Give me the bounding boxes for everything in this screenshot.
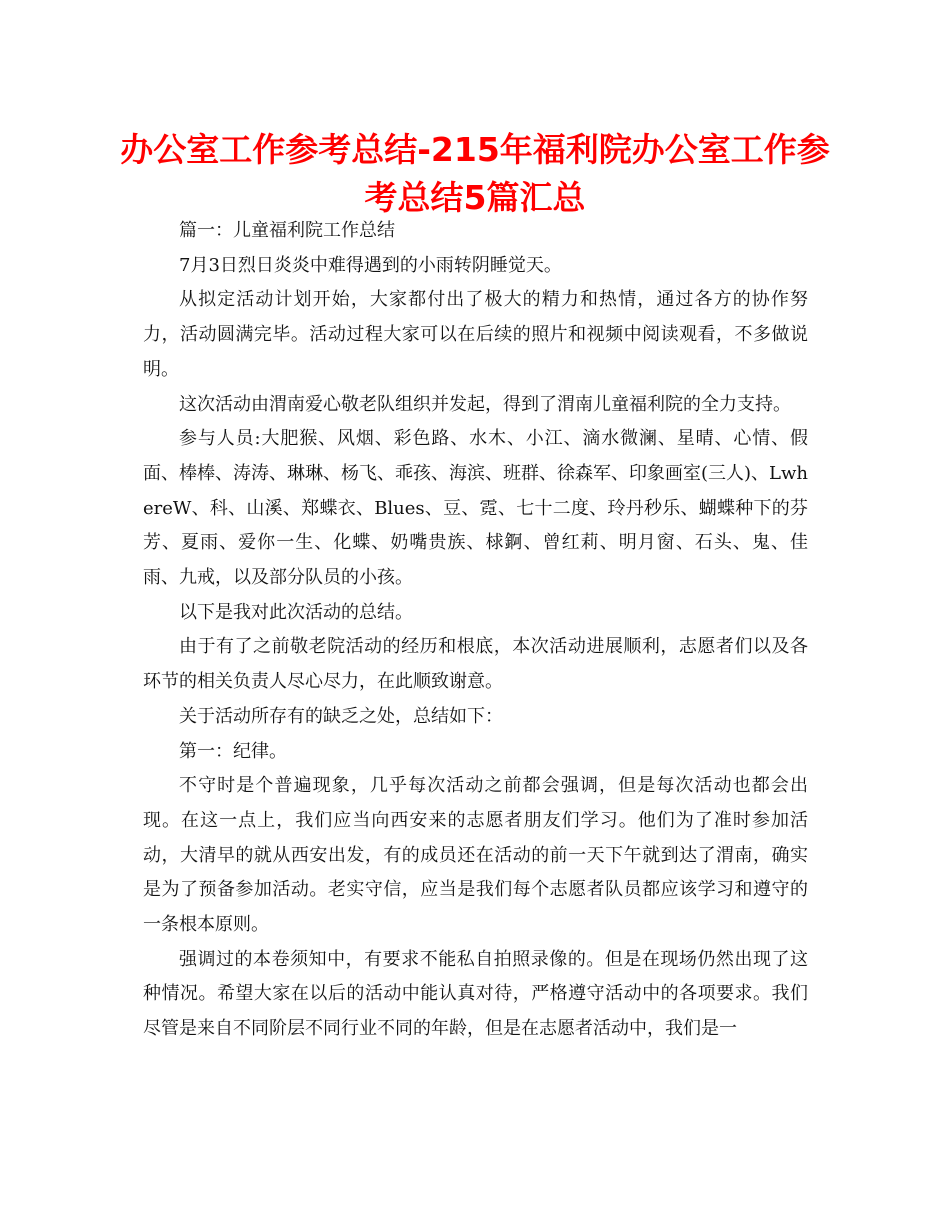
paragraph-organizer: 这次活动由渭南爱心敬老队组织并发起，得到了渭南儿童福利院的全力支持。: [179, 393, 791, 415]
paragraph-participants: 参与人员:大肥猴、风烟、彩色路、水木、小江、滴水微澜、星晴、心情、假面、棒棒、涛涛、琳琳、杨飞、乖孩、海滨、班群、徐森军、印象画室(三人)、LwhereW、科、山溪、郑蝶衣、Blues、豆、霓、七十二度、玲丹秒乐、蝴蝶种下的芬芳、夏雨、爱你一生、化蝶、奶嘴贵族、梂錒、曾红莉、明月窗、石头、鬼、佳雨、九戒，以及部分队员的小孩。: [143, 428, 808, 589]
document-title: 办公室工作参考总结-215年福利院办公室工作参考总结5篇汇总: [120, 130, 830, 217]
paragraph-planning: 从拟定活动计划开始，大家都付出了极大的精力和热情，通过各方的协作努力，活动圆满完毕。活动过程大家可以在后续的照片和视频中阅读观看，不多做说明。: [143, 289, 808, 380]
paragraph-date: 7月3日烈日炎炎中难得遇到的小雨转阴睡觉天。: [179, 254, 562, 276]
paragraph-section-heading: 篇一：儿童福利院工作总结: [179, 220, 395, 241]
paragraph-thanks: 由于有了之前敬老院活动的经历和根底，本次活动进展顺利，志愿者们以及各环节的相关负责人尽心尽力，在此顺致谢意。: [143, 636, 808, 693]
paragraph-first-point: 第一：纪律。: [179, 740, 287, 762]
paragraph-punctuality: 不守时是个普遍现象，几乎每次活动之前都会强调，但是每次活动也都会出现。在这一点上，我们应当向西安来的志愿者朋友们学习。他们为了准时参加活动，大清早的就从西安出发，有的成员还在活动的前一天下午就到达了渭南，确实是为了预备参加活动。老实守信，应当是我们每个志愿者队员都应该学习和遵守的一条根本原则。: [143, 775, 808, 936]
document-body: [143, 214, 808, 1047]
paragraph-summary-intro: 以下是我对此次活动的总结。: [179, 601, 413, 623]
paragraph-rules: 强调过的本卷须知中，有要求不能私自拍照录像的。但是在现场仍然出现了这种情况。希望大家在以后的活动中能认真对待，严格遵守活动中的各项要求。我们尽管是来自不同阶层不同行业不同的年龄，但是在志愿者活动中，我们是一: [143, 948, 808, 1040]
paragraph-shortcomings: 关于活动所存有的缺乏之处，总结如下：: [179, 705, 503, 727]
